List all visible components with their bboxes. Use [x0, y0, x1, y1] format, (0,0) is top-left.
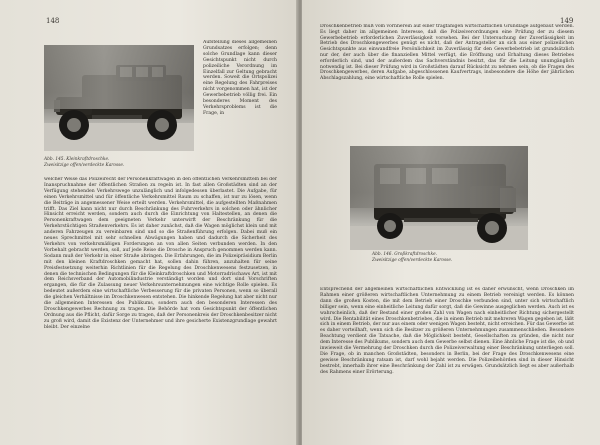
left-photo-caption	[44, 157, 194, 168]
left-page	[0, 0, 298, 445]
right-caption-subtitle: Zweisitzige offen/verdeckte Karosse.	[372, 257, 453, 263]
right-top-text: Droschkenbetrieb muß vom vornherein auf einer tragfähigen wirtschaftlichen Grundlage aufgebaut werden. Es liegt daher im allgemeinen Interesse, daß die Polizeiverordnungen eine Prüfung der zu diesem Gewerbebetrieb erforderlichen Zuverlässigkeit vorsehen. Bei der Untersuchung der Zuverlässigkeit im Betrieb des Droschkengewerbes genügt es nicht, daß der Antragsteller an sich aus einer polizeilichen Gesichtspunkte aus einwandfreie Persönlichkeit im Zuverlässig für den Gewerbebetrieb ist grundsätzlich nur der, der auch über die finanziellen Mittel verfügt, die Eröffnung und Erhaltung dieses Betriebes erforderlich sind, und der außerdem das Sachverständnis besitzt, das für die Leitung unumgänglich notwendig ist. Bei dieser Prüfung wird in Großstädten darauf Rücksicht zu nehmen sein, ob die Fragen des Droschkengewerbes, deren Aufgabe, abgeschlossenen Kaufvertrags, insbesondere die Höhe der jährlichen Abschlagszahlung, eine wirtschaftliche Rolle spielen.	[320, 24, 574, 82]
left-page-number: 148	[46, 17, 60, 25]
right-photo-caption	[372, 252, 522, 263]
right-page	[302, 0, 600, 445]
left-photo-background	[44, 45, 194, 109]
left-column-text: Aufstellung dieses allgemeinen Grundsatzes erfolgen; denn solche Grundlage kann dieser Gesichtspunkt nicht durch polizeiliche Verordnung im Einzelfall zur Geltung gebracht werden. Soweit die Ortspolizei eine Regelung des Fahrpreises nicht vorgenommen hat, ist der Gewerbebetrieb völlig frei. Ein besonderes Moment des Verkehrsproblems ist die Frage, in	[203, 40, 277, 116]
left-caption-title: Abb. 145. Kleinkraftdroschke.	[44, 157, 110, 162]
left-photo	[44, 45, 194, 151]
right-bottom-text: Entsprechend der allgemeinen wirtschaftlichen Entwicklung ist es daher erwünscht, wenn Droschken im Rahmen einer größeren wirtschaftlichen Unternehmung zu einem Betrieb vereinigt werden. Es können dann die großen Kosten, die mit dem Betrieb einer Droschke verbunden sind, unter sich wirtschaftlich billiger sein, wenn eine einheitliche Leitung dafür sorgt, daß die Gewinne ausgeglichen werden. Auch ist es wahrscheinlich, daß der Bestand einer großen Zahl von Wagen nach einheitlicher Richtung sichergestellt wird. Die Rentabilität eines Droschkenbetriebes, die in einem Betrieb mit mehreren Wagen gegeben ist, läßt sich in einem Betrieb, der nur aus einem oder wenigen Wagen besteht, nicht erreichen. Für das Gewerbe ist es daher vorteilhaft, wenn sich die Besitzer zu größeren Unternehmungen zusammenschließen. Besondere Beachtung verdient die Tatsache, daß die Möglichkeit besteht, Gesellschaften zu gründen, die nicht nur dem Interesse des Publikums, sondern auch dem Gewerbe selbst dienen. Eine ähnliche Frage ist die, ob und inwieweit die Vermehrung der Droschken durch die Polizeiverwaltung einer Beschränkung unterliegen soll. Die Frage, ob in manchen Großstädten, besonders in Berlin, bei der Frage des Droschkenwesens eine gewisse Beschränkung ratsam ist, darf wohl bejaht werden. Die Polizeibehörden sind in dieser Hinsicht bestrebt, innerhalb ihrer eine Beschränkung der Zahl ist zu erwägen. Grundsätzlich liegt es aber außerhalb des Rahmens einer Erörterung.	[320, 287, 574, 375]
right-caption-title: Abb. 146. Großkraftdroschke.	[372, 252, 438, 257]
right-page-number: 149	[560, 17, 574, 25]
left-body-text: welcher Weise das Polizeirecht der Personenkraftwagen in den öffentlichen Verkehrsmitteln bei der Inanspruchnahme der öffentlichen Straßen zu regeln ist. In fast allen Großstädten sind an der Verfügung stehenden Verkehrswege unzulänglich und infolgedessen überlastet. Die Aufgabe, für einen Verkehrsmittel und für öffentliche Verkehrsmittel Raum zu schaffen, ist nur zu lösen, wenn die Beiträge in angemessener Weise erteilt werden. Verkehrsmittel, die aufgestellten Maßnahmen trifft. Das Ziel kann nicht nur durch Beschränkung des Fuhrverkehrs in solchen oder ähnlicher Hinsicht erreicht werden, sondern auch durch die Einrichtung von Haltestellen, an denen die Personenkraftwagen dem geeigneten Verkehr unterwirft der Beschränkung für die Verkehrstüchtigen Straßenverkehrs. Es ist daher zunächst, daß die Wagen möglichst klein und mit anderen Fahrzeugen zu vereinbaren sind und so die Straßenführung erfolgen. Dabei muß ein neues Sprechmittel mit sehr schnellen Abwägungen haben und dadurch die Sicherheit des Verkehrs von verkehrsmäßigen Forderungen an von allen Seiten verbunden werden. In den Vorbehalt gebracht werden, soll, auf jede Reise die Drosche in Anspruch genommen werden kann. Sodann muß der Verkehr in einer Straße abringen. Die Erfahrungen, die im Polizeipräsidium Berlin mit den kleinen Kraftdroschken gemacht hat, sollen dahin führen, anzuhalten für seine Preisfestsetzung weiterhin Richtlinien für die Regelung des Droschkenwesens festzusetzen, in denen die technischen Bedingungen für die Kleinkraftdroschken und Motorradrischaws Art, ist mit dem Reichsverband der Automobilindustrie verständigt worden und dort sind Vorschriften ergangen, die für die Zulassung neuer Verkehrsunternehmungen eine wichtige Rolle spielen. Es bedeutet außerdem eine wirtschaftliche Verbesserung für die privaten Personen, wenn so überall die gleichen Verhältnisse im Droschkenwesen entstehen. Die hinkende Regelung hat aber nicht nur die allgemeinen Interessen des Publikums, sondern auch den besonderen Interessen des Droschkengewerbes Rechnung zu tragen. Die Behörde hat vom Gesichtspunkt der öffentlichen Ordnung aus die Pflicht, dafür Sorge zu tragen, daß der Personenkreis der Droschkenbesitzer nicht zu groß wird, damit die Existenz der Unternehmer und ihre gesicherte Existenzgrundlage gewahrt bleibt. Der einzelne	[44, 177, 277, 330]
right-photo	[350, 146, 528, 250]
left-caption-subtitle: Zweisitzige offen/verdeckte Karosse.	[44, 162, 125, 168]
right-photo-background	[350, 146, 528, 208]
